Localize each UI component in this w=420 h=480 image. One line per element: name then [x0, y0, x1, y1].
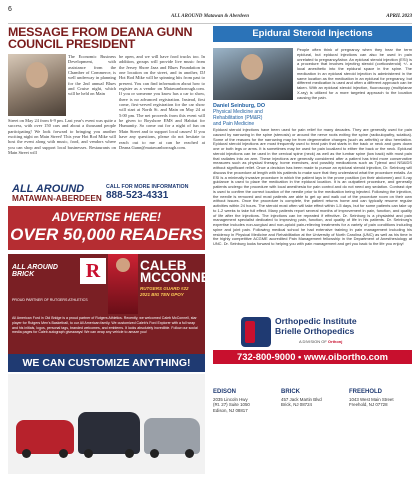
all-around-logo-subtitle: MATAWAN-ABERDEEN — [12, 194, 102, 203]
advertise-line: ADVERTISE HERE! — [51, 210, 162, 224]
call-label: CALL FOR MORE INFORMATION — [106, 184, 189, 190]
epidural-intro: People often think of pregnancy when they hear the term epidural, but epidural injections can also be used in pain unrelated to pregnancy/labor. An epidural steroid injection (ESI) is a procedure that involves injecting steroid (corticosteroid) +/- a local anesthetic into the epidural space in the spine. The medication in an epidural steroid injection is administered in the same location as the medication in an epidural for pregnancy, but different medication is used and often a different approach can be taken. With an epidural steroid injection, fluoroscopy (multiplanar X-ray) is utilized for a more targeted approach to the location causing the pain. — [297, 47, 412, 100]
suv-dark — [78, 412, 140, 454]
dealer-brand-line-2: BRICK — [12, 271, 35, 278]
player-position: RUTGERS GUARD #22 — [140, 286, 189, 291]
location-line-1: 1043 West Main Street — [349, 397, 394, 402]
article-column-2: be open, and we will have food trucks too. In addition, groups will provide live music from the Jersey Shore Jazz and Blues Foundation in one location on the street, and in another, DJ Hot Rod Mike will be spinning hits from past to present. You can find information about how to register as a vendor on Matawanborough.com. If you or someone you know has a car to show, there is no advanced registration. Instead, first come, first-served registration for the car show will start at North St. and Main on May 24 at 5:00 pm. The net proceeds from this event will be given to Boyshore EMS and Habitat for Humanity. So come out for a night of fun on Main Street and to support local causes! If you have any questions, please do not hesitate to reach out to me at can be reached at Deana.Gunn@matawanborough.com. — [119, 54, 205, 150]
location-city: BRICK — [281, 389, 300, 395]
oi-division — [299, 339, 342, 344]
article-column-1: The Economic Business Development, with assistance from the Chamber of Commerce, is well underway in planning for the 2nd annual Blues and Cruise night, which will be held on Main — [68, 54, 116, 97]
location-address — [213, 397, 279, 413]
issue-date: APRIL 2023 — [386, 14, 412, 19]
player-last-name: MCCONNELL — [140, 270, 227, 285]
suv-silver — [144, 418, 200, 454]
car-dealer-ad[interactable] — [8, 254, 227, 372]
dealer-ad-body: All American Ford in Old Bridge is a proud partner of Rutgers Athletics. Recently, we welcomed Caleb McConnell, star player for Rutgers Men's Basketball, to our All American family. We customized Caleb's Ford Explorer with a full wrap and his initials, logos, personal tags, branded welcomes, and emblems. It looks absolutely incredible. Follow our social media pages for Caleb autograph giveaways! We can wrap any vehicle to amaze you! — [12, 316, 198, 335]
orthopedic-institute-ad[interactable] — [213, 313, 412, 385]
location-line-2: (Rt. 27) Suite 1050 — [213, 402, 250, 408]
partner-tagline: PROUD PARTNER OF RUTGERS ATHLETICS — [12, 298, 88, 302]
location-city: FREEHOLD — [349, 389, 382, 395]
ad-phone-number[interactable]: 888-523-4331 — [106, 190, 169, 201]
epidural-text: Epidural steroid injections have been used for pain relief for many decades. They are generally used for pain caused by narrowing in the spine (stenosis) or around the nerve roots exiting the spine (radiculopathy, sciatica). Some of the reasons for the narrowing may be from degenerative changes (such as arthritis) or disc herniation. Epidural steroid injections are most frequently used to treat pain that starts in the back or neck and goes down one or both legs or arms. It is sometimes may be used for pain localized to either the back or the neck. Epidural steroid injections can be used in the cervical spine (neck) as well as the lumbar spine (low back) with most pain that radiates into an arm. These injections are generally considered after a patient has tried more conservative measures such as physical therapy, home exercises, and possibly medications such as Tylenol and NSAIDS without significant relief. Once a decision has been made to pursue an epidural steroid injection, Dr. Seinburg will discuss the procedure at length with his patients to make sure that they understand what the procedure entails. An ESI is a minimally invasive procedure in which the patient lays in the prone position (on their abdomen) and X-ray guidance is used to place the medication in the epidural location. It is an outpatient procedure, and generally patients undergo the procedure with local anesthesia for pain control and do not need any sedation. Contrast dye is used to confirm the correct location of the needle prior to the medication being injected. Following the injection, the needle is removed and most patients are able to get up and walk out of the procedure room on their own without issues. Once the procedure is complete, the patient returns home and can typically resume regular activities within 24 hours. The steroid most often will take effect within 1-5 days, but for some patients can take up to 1-2 weeks to take full effect. Many patients report several months of improvement in pain, function, and quality of life after the injections. The injections can be repeated if effective. Dr. Seinburg is a physiatrist and pain management specialist dedicated to improving pain, function, and quality of life in his patients. Dr. Seinburg's expertise includes non-surgical and non-opioid pain-relieving treatments for a variety of pain conditions including spine and joint pain. Following medical school he had extensive training in pain management including his residency in Physical Medicine and Rehabilitation at the University of North Carolina (UNC) as well as his time in the highly competitive ACGME accredited Pain Management fellowship in the Department of Anesthesiology at UNC. Dr. Seinburg looks forward to helping you with pain management and get you back to the life you enjoy! — [213, 127, 412, 246]
suv-red — [16, 420, 74, 454]
rutgers-logo: R — [80, 258, 106, 284]
doctor-specialty-3: and Pain Medicine — [213, 121, 255, 127]
player-photo — [108, 254, 138, 314]
oi-contact-bar[interactable]: 732-800-9000 • www.oibortho.com — [213, 350, 412, 364]
oi-name — [275, 317, 357, 336]
dealer-brand-line-1: ALL AROUND — [12, 264, 58, 271]
epidural-article-body — [213, 48, 412, 308]
dealer-brand — [12, 264, 58, 278]
location-edison — [213, 389, 279, 413]
player-credentials — [140, 286, 189, 297]
location-address — [349, 397, 415, 408]
article-headline: MESSAGE FROM DEANA GUNN COUNCIL PRESIDENT — [8, 25, 193, 51]
location-line-2: Freehold, NJ 07728 — [349, 402, 388, 408]
location-line-1: 457 Jack Martin Blvd — [281, 397, 322, 402]
doctor-name: Daniel Seinburg, DO — [213, 103, 266, 109]
player-award: 2021 BIG TEN GPOY — [140, 291, 184, 297]
epidural-article — [213, 26, 412, 308]
doctor-specialty-1: Physical Medicine and — [213, 109, 263, 115]
page-header — [8, 6, 412, 24]
council-president-article — [8, 26, 205, 204]
location-address — [281, 397, 347, 408]
author-photo — [8, 54, 66, 116]
oi-logo-icon — [241, 317, 271, 347]
location-city: EDISON — [213, 389, 237, 395]
office-locations — [213, 389, 412, 439]
location-brick — [281, 389, 347, 408]
article-column-1-continued: Street on May 24 from 6-9 pm. Last year's event was quite a success, with over 150 cars and about a thousand people participating! We look forward to bringing you another exciting night on Main Street! This year Hot Rod Mike will host the event along with music, food, and vendors where you can shop and support local businesses. Restaurants on Main Street will — [8, 118, 116, 156]
doctor-specialty-2: Rehabilitation (PM&R) — [213, 115, 263, 121]
location-line-2: Brick, NJ 08724 — [281, 402, 312, 408]
wrapped-vehicles-photo — [8, 374, 205, 474]
oi-division-prefix: A DIVISION OF — [299, 339, 327, 344]
readers-line: OVER 50,000 READERS — [10, 225, 203, 244]
epidural-banner: Epidural Steroid Injections — [213, 26, 412, 42]
running-title: ALL AROUND Matawan & Aberdeen — [170, 14, 250, 19]
oi-name-line-2: Brielle Orthopedics — [275, 325, 355, 336]
page-number: 6 — [8, 6, 12, 13]
location-line-1: 2035 Lincoln Hwy — [213, 397, 248, 402]
location-freehold — [349, 389, 415, 408]
doctor-byline — [213, 103, 265, 127]
advertise-banner — [8, 206, 205, 250]
doctor-photo — [213, 48, 293, 100]
advertise-here-ad[interactable] — [8, 180, 205, 252]
oi-division-brand: Orthonj — [327, 339, 343, 344]
player-first-name: CALEB — [140, 258, 187, 273]
oi-name-line-1: Orthopedic Institute — [275, 316, 357, 326]
location-line-3: Edison, NJ 08817 — [213, 407, 248, 413]
all-around-logo: ALL AROUND — [12, 183, 85, 195]
customize-cta[interactable]: WE CAN CUSTOMIZE ANYTHING! — [8, 354, 205, 372]
